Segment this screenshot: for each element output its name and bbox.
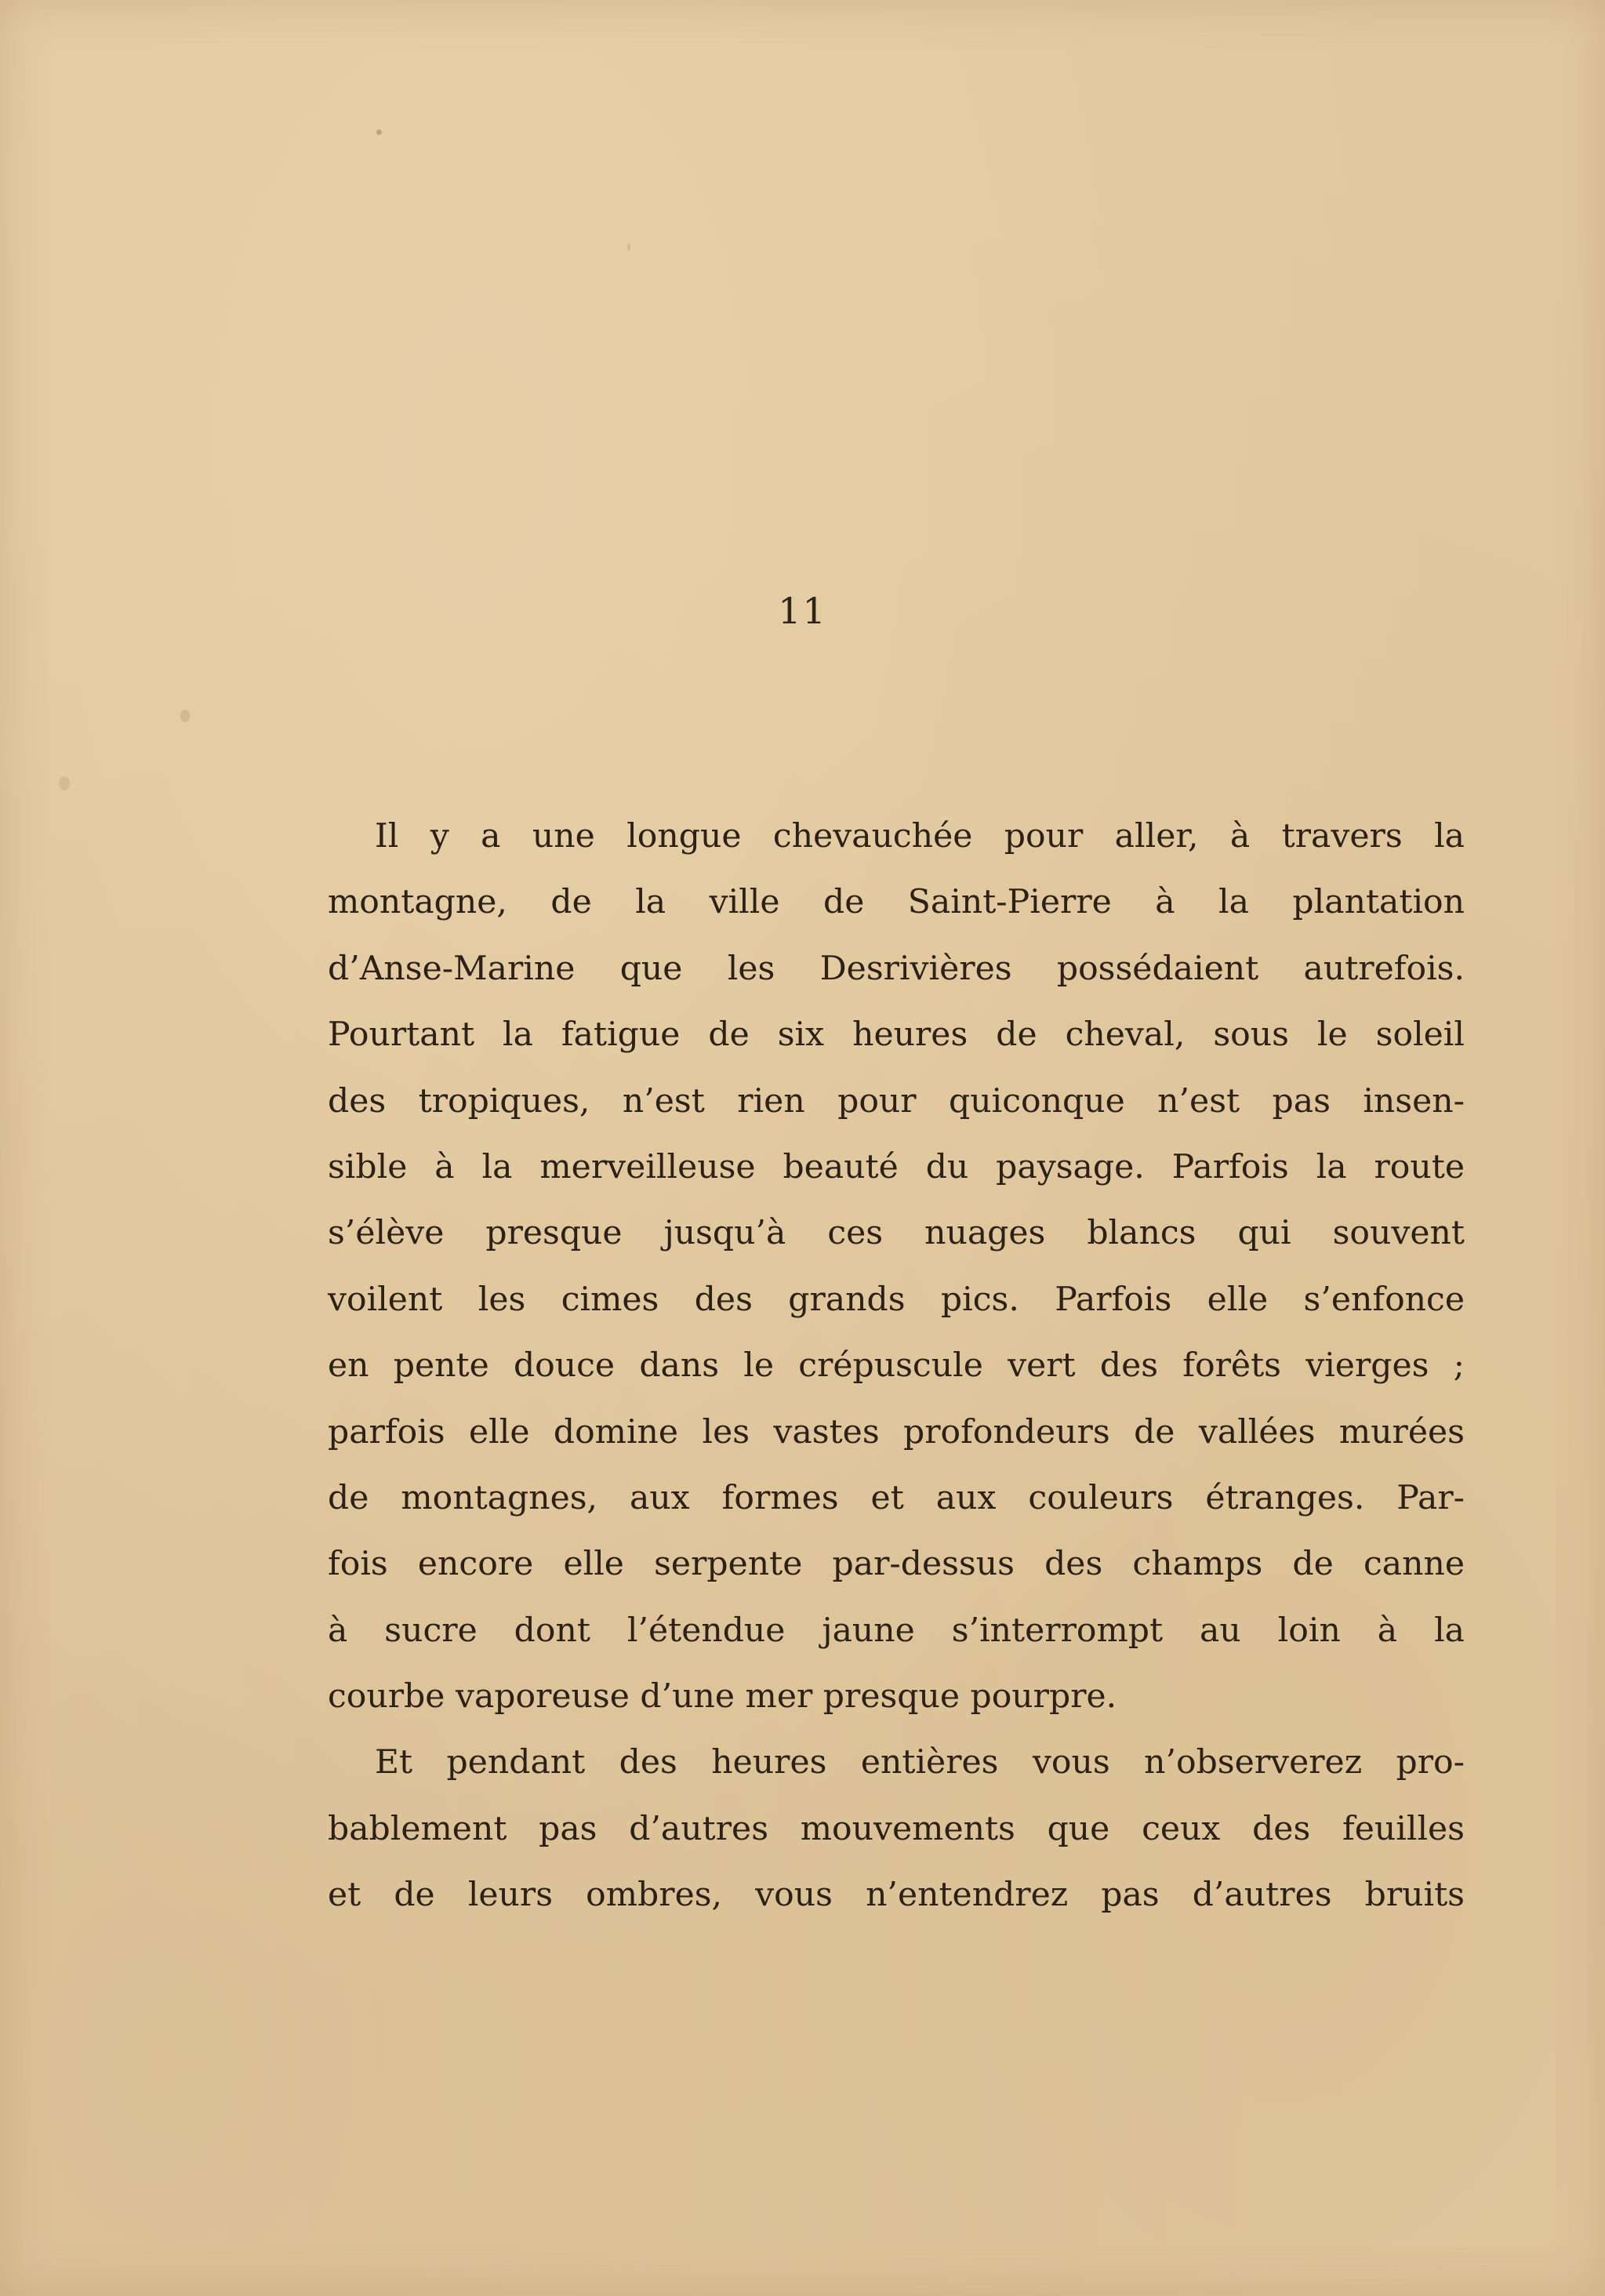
text-line: courbe vaporeuse d’une mer presque pourpre. [328,1677,1117,1717]
text-line: fois encore elle serpente par-dessus des champs de canne [328,1545,1465,1584]
text-line: Et pendant des heures entières vous n’observerez pro- [375,1743,1465,1782]
body-text [328,804,1465,1929]
text-line: de montagnes, aux formes et aux couleurs étranges. Par- [328,1478,1465,1517]
text-line: à sucre dont l’étendue jaune s’interrompt au loin à la [328,1611,1465,1650]
text-line: montagne, de la ville de Saint-Pierre à la plantation [328,883,1465,922]
text-line: s’élève presque jusqu’à ces nuages blancs qui souvent [328,1214,1465,1253]
paragraph-1 [328,804,1465,1730]
paper-speck [59,776,70,790]
text-line: des tropiques, n’est rien pour quiconque n’est pas insen- [328,1081,1465,1121]
text-line: parfois elle domine les vastes profondeurs de vallées murées [328,1412,1465,1451]
text-line: et de leurs ombres, vous n’entendrez pas d’autres bruits [328,1876,1465,1915]
paper-speck [627,243,630,251]
text-line: d’Anse-Marine que les Desrivières possédaient autrefois. [328,949,1465,988]
paragraph-2 [328,1730,1465,1928]
text-line: Il y a une longue chevauchée pour aller, à travers la [375,817,1465,856]
text-line: bablement pas d’autres mouvements que ceux des feuilles [328,1809,1465,1848]
paper-speck [180,710,190,722]
text-line: Pourtant la fatigue de six heures de cheval, sous le soleil [328,1015,1465,1055]
text-line: voilent les cimes des grands pics. Parfois elle s’enfonce [328,1280,1465,1319]
page-number: 11 [778,590,827,632]
text-line: sible à la merveilleuse beauté du paysage. Parfois la route [328,1147,1465,1186]
paper-speck [376,129,382,135]
text-line: en pente douce dans le crépuscule vert des forêts vierges ; [328,1346,1465,1386]
